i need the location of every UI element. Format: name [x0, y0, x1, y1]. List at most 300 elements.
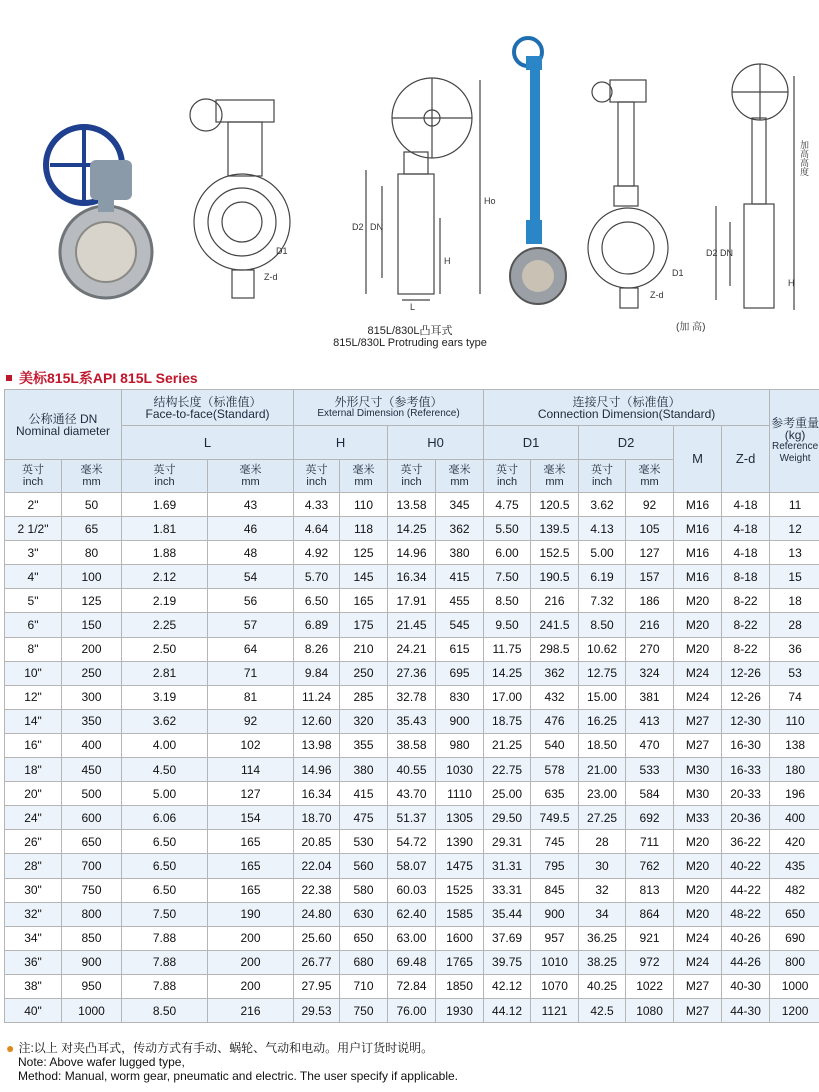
table-cell: 650 [770, 902, 819, 926]
table-cell: 2.19 [122, 589, 208, 613]
table-cell: 400 [62, 733, 122, 757]
valve-drawing-side-extended [716, 64, 794, 310]
table-cell: 4.00 [122, 733, 208, 757]
table-cell: 17.91 [388, 589, 436, 613]
table-cell: 157 [626, 565, 674, 589]
table-cell: 154 [208, 806, 294, 830]
table-cell: 8" [5, 637, 62, 661]
table-cell: 950 [62, 974, 122, 998]
table-cell: 5" [5, 589, 62, 613]
table-cell: 420 [770, 830, 819, 854]
table-cell: 74 [770, 685, 819, 709]
table-cell: 14" [5, 709, 62, 733]
table-cell: 114 [208, 758, 294, 782]
table-cell: 545 [436, 613, 484, 637]
bullet-square-icon [6, 375, 12, 381]
table-cell: 48 [208, 541, 294, 565]
table-cell: 22.75 [484, 758, 531, 782]
table-cell: 12" [5, 685, 62, 709]
table-cell: 450 [62, 758, 122, 782]
dim-label-h-ext: H [788, 278, 795, 288]
table-cell: 2.50 [122, 637, 208, 661]
note-en-line1: Note: Above wafer lugged type, [18, 1055, 185, 1069]
table-cell: 1765 [436, 950, 484, 974]
table-cell: 190.5 [531, 565, 579, 589]
table-cell: 350 [62, 709, 122, 733]
table-cell: 900 [531, 902, 579, 926]
table-cell: 16-33 [722, 758, 770, 782]
table-cell: 6.50 [122, 830, 208, 854]
unit-mm: 毫米 mm [62, 460, 122, 493]
table-cell: 210 [340, 637, 388, 661]
table-cell: 110 [770, 709, 819, 733]
table-cell: 578 [531, 758, 579, 782]
table-cell: 138 [770, 733, 819, 757]
table-cell: 400 [770, 806, 819, 830]
table-cell: 2 1/2" [5, 517, 62, 541]
table-cell: 29.50 [484, 806, 531, 830]
table-cell: 800 [770, 950, 819, 974]
table-cell: 10.62 [579, 637, 626, 661]
table-cell: 1.69 [122, 493, 208, 517]
table-cell: 14.96 [388, 541, 436, 565]
table-cell: 1475 [436, 854, 484, 878]
table-cell: 175 [340, 613, 388, 637]
table-cell: 8-22 [722, 637, 770, 661]
note-zh: 注:以上 对夹凸耳式，传动方式有手动、蜗轮、气动和电动。用户订货时说明。 [18, 1041, 434, 1055]
dim-label-h: H [444, 256, 451, 266]
table-cell: 102 [208, 733, 294, 757]
header-D2: D2 [579, 426, 674, 460]
table-cell: 345 [436, 493, 484, 517]
table-cell: 3.62 [122, 709, 208, 733]
table-cell: 23.00 [579, 782, 626, 806]
unit-mm: 毫米 mm [340, 460, 388, 493]
table-cell: 50 [62, 493, 122, 517]
table-cell: 16-30 [722, 733, 770, 757]
table-cell: 13 [770, 541, 819, 565]
table-cell: 957 [531, 926, 579, 950]
table-row [5, 661, 819, 685]
table-cell: 972 [626, 950, 674, 974]
header-H: H [294, 426, 388, 460]
table-cell: 145 [340, 565, 388, 589]
table-cell: 7.88 [122, 974, 208, 998]
note-en-line2: Method: Manual, worm gear, pneumatic and electric. The user specify if applicable. [18, 1069, 459, 1083]
table-cell: 43 [208, 493, 294, 517]
table-cell: 24.21 [388, 637, 436, 661]
table-row [5, 517, 819, 541]
table-cell: 22.04 [294, 854, 340, 878]
table-cell: M16 [674, 565, 722, 589]
table-cell: 38" [5, 974, 62, 998]
table-cell: 69.48 [388, 950, 436, 974]
table-cell: 1585 [436, 902, 484, 926]
table-cell: 92 [208, 709, 294, 733]
table-cell: 900 [62, 950, 122, 974]
table-cell: 1080 [626, 998, 674, 1022]
table-cell: 5.00 [579, 541, 626, 565]
table-cell: 21.00 [579, 758, 626, 782]
illustration-caption-zh: 815L/830L凸耳式 [367, 325, 453, 337]
header-nominal-diameter: 公称通径 DN Nominal diameter [5, 390, 122, 460]
table-cell: 150 [62, 613, 122, 637]
table-cell: 864 [626, 902, 674, 926]
table-cell: 32" [5, 902, 62, 926]
table-cell: 46 [208, 517, 294, 541]
table-cell: 15 [770, 565, 819, 589]
table-cell: 13.98 [294, 733, 340, 757]
table-cell: 380 [340, 758, 388, 782]
table-row [5, 733, 819, 757]
table-cell: 1.88 [122, 541, 208, 565]
table-cell: 745 [531, 830, 579, 854]
table-row [5, 637, 819, 661]
table-cell: 320 [340, 709, 388, 733]
table-cell: 32 [579, 878, 626, 902]
table-row [5, 613, 819, 637]
table-cell: M24 [674, 950, 722, 974]
table-row [5, 902, 819, 926]
table-cell: 800 [62, 902, 122, 926]
table-cell: 362 [436, 517, 484, 541]
table-cell: 14.96 [294, 758, 340, 782]
table-cell: 40" [5, 998, 62, 1022]
valve-photo-extended-stem [510, 38, 566, 304]
table-cell: 11.75 [484, 637, 531, 661]
table-cell: 18.50 [579, 733, 626, 757]
table-cell: 1121 [531, 998, 579, 1022]
table-cell: M27 [674, 709, 722, 733]
table-cell: M16 [674, 493, 722, 517]
table-cell: M24 [674, 685, 722, 709]
unit-inch: 英寸 inch [5, 460, 62, 493]
table-cell: 12-30 [722, 709, 770, 733]
table-cell: 2" [5, 493, 62, 517]
table-cell: 6.50 [122, 854, 208, 878]
table-cell: 650 [62, 830, 122, 854]
table-cell: 711 [626, 830, 674, 854]
table-cell: 980 [436, 733, 484, 757]
table-cell: 38.25 [579, 950, 626, 974]
table-cell: 2.25 [122, 613, 208, 637]
table-cell: 20-36 [722, 806, 770, 830]
table-row [5, 998, 819, 1022]
table-cell: 200 [208, 974, 294, 998]
table-cell: 6.50 [294, 589, 340, 613]
table-cell: 51.37 [388, 806, 436, 830]
table-cell: M20 [674, 902, 722, 926]
table-cell: 44.12 [484, 998, 531, 1022]
table-cell: 355 [340, 733, 388, 757]
table-cell: 14.25 [388, 517, 436, 541]
table-cell: 24" [5, 806, 62, 830]
table-cell: 40-30 [722, 974, 770, 998]
table-cell: 4-18 [722, 493, 770, 517]
table-cell: 26.77 [294, 950, 340, 974]
table-cell: 6.89 [294, 613, 340, 637]
table-cell: M27 [674, 733, 722, 757]
table-cell: 12.75 [579, 661, 626, 685]
table-cell: M33 [674, 806, 722, 830]
table-cell: 17.00 [484, 685, 531, 709]
table-cell: 42.12 [484, 974, 531, 998]
table-cell: 216 [208, 998, 294, 1022]
table-cell: 1600 [436, 926, 484, 950]
table-cell: 362 [531, 661, 579, 685]
table-cell: 584 [626, 782, 674, 806]
table-cell: 241.5 [531, 613, 579, 637]
table-row [5, 685, 819, 709]
table-cell: 12-26 [722, 685, 770, 709]
table-cell: 6.00 [484, 541, 531, 565]
dim-label-ho: Ho [484, 196, 496, 206]
table-cell: 27.36 [388, 661, 436, 685]
table-cell: 37.69 [484, 926, 531, 950]
table-cell: 4" [5, 565, 62, 589]
valve-drawing-side-section [366, 78, 480, 300]
table-cell: 435 [770, 854, 819, 878]
notes [6, 1041, 458, 1083]
table-cell: 6.50 [122, 878, 208, 902]
table-cell: 72.84 [388, 974, 436, 998]
table-cell: 470 [626, 733, 674, 757]
table-row [5, 926, 819, 950]
spec-table [4, 389, 819, 1023]
unit-mm: 毫米 mm [436, 460, 484, 493]
table-cell: 692 [626, 806, 674, 830]
table-cell: M27 [674, 998, 722, 1022]
table-cell: 21.25 [484, 733, 531, 757]
table-cell: 65 [62, 517, 122, 541]
unit-inch: 英寸 inch [294, 460, 340, 493]
table-cell: 533 [626, 758, 674, 782]
table-cell: 4.64 [294, 517, 340, 541]
table-cell: 750 [340, 998, 388, 1022]
table-row [5, 758, 819, 782]
table-cell: 44-30 [722, 998, 770, 1022]
table-cell: 4-18 [722, 541, 770, 565]
table-cell: M20 [674, 830, 722, 854]
table-cell: 180 [770, 758, 819, 782]
table-cell: 16" [5, 733, 62, 757]
table-cell: 26" [5, 830, 62, 854]
unit-mm: 毫米 mm [531, 460, 579, 493]
table-cell: 18.70 [294, 806, 340, 830]
table-cell: 680 [340, 950, 388, 974]
table-cell: 22.38 [294, 878, 340, 902]
dim-label-dn-ext: DN [720, 248, 733, 258]
table-cell: 30 [579, 854, 626, 878]
table-cell: 250 [340, 661, 388, 685]
table-cell: 56 [208, 589, 294, 613]
table-cell: 53 [770, 661, 819, 685]
table-cell: M20 [674, 854, 722, 878]
table-cell: 530 [340, 830, 388, 854]
table-cell: 43.70 [388, 782, 436, 806]
table-cell: 580 [340, 878, 388, 902]
table-cell: 2.81 [122, 661, 208, 685]
table-cell: 30" [5, 878, 62, 902]
table-cell: 28" [5, 854, 62, 878]
table-row [5, 541, 819, 565]
header-face-to-face: 结构长度（标准值） Face-to-face(Standard) [122, 390, 294, 426]
unit-inch: 英寸 inch [122, 460, 208, 493]
table-cell: 13.58 [388, 493, 436, 517]
dim-label-dn: DN [370, 222, 383, 232]
table-cell: 3.62 [579, 493, 626, 517]
table-cell: 34 [579, 902, 626, 926]
table-cell: 482 [770, 878, 819, 902]
table-cell: 40-26 [722, 926, 770, 950]
table-row [5, 565, 819, 589]
series-title-text: 美标815L系API 815L Series [19, 370, 198, 386]
table-cell: 845 [531, 878, 579, 902]
table-cell: 139.5 [531, 517, 579, 541]
table-cell: 285 [340, 685, 388, 709]
table-cell: 415 [340, 782, 388, 806]
table-cell: 7.50 [122, 902, 208, 926]
table-cell: 560 [340, 854, 388, 878]
table-cell: 16.25 [579, 709, 626, 733]
table-cell: 28 [579, 830, 626, 854]
table-cell: 152.5 [531, 541, 579, 565]
table-cell: 3" [5, 541, 62, 565]
table-row [5, 830, 819, 854]
table-cell: 324 [626, 661, 674, 685]
unit-mm: 毫米 mm [208, 460, 294, 493]
table-cell: 1305 [436, 806, 484, 830]
dim-label-d2: D2 [352, 222, 364, 232]
header-H0: H0 [388, 426, 484, 460]
valve-photo-gear-operated [46, 127, 152, 298]
table-cell: 14.25 [484, 661, 531, 685]
table-cell: 18 [770, 589, 819, 613]
table-cell: 8-22 [722, 613, 770, 637]
table-row [5, 493, 819, 517]
table-cell: 76.00 [388, 998, 436, 1022]
table-cell: 12-26 [722, 661, 770, 685]
dim-label-l: L [410, 302, 416, 312]
table-cell: 1930 [436, 998, 484, 1022]
table-cell: 25.60 [294, 926, 340, 950]
table-cell: M20 [674, 878, 722, 902]
dim-label-d1: D1 [276, 246, 288, 256]
valve-drawing-front-handwheel [190, 99, 290, 298]
table-cell: 1022 [626, 974, 674, 998]
table-cell: 250 [62, 661, 122, 685]
table-cell: 15.00 [579, 685, 626, 709]
table-cell: 921 [626, 926, 674, 950]
table-cell: 40-22 [722, 854, 770, 878]
table-cell: 127 [626, 541, 674, 565]
table-cell: 31.31 [484, 854, 531, 878]
table-cell: 795 [531, 854, 579, 878]
table-cell: 57 [208, 613, 294, 637]
table-cell: 381 [626, 685, 674, 709]
table-cell: 80 [62, 541, 122, 565]
table-cell: 1.81 [122, 517, 208, 541]
table-cell: 415 [436, 565, 484, 589]
table-cell: 8.50 [579, 613, 626, 637]
table-cell: 36-22 [722, 830, 770, 854]
table-cell: 27.25 [579, 806, 626, 830]
table-cell: 20" [5, 782, 62, 806]
table-cell: 127 [208, 782, 294, 806]
table-row [5, 806, 819, 830]
table-cell: 300 [62, 685, 122, 709]
table-row [5, 878, 819, 902]
table-cell: 1200 [770, 998, 819, 1022]
table-cell: 635 [531, 782, 579, 806]
table-cell: 165 [340, 589, 388, 613]
table-cell: 540 [531, 733, 579, 757]
table-cell: M20 [674, 589, 722, 613]
table-cell: M16 [674, 517, 722, 541]
table-cell: 29.31 [484, 830, 531, 854]
dim-label-d1-ext: D1 [672, 268, 684, 278]
spec-table-body [5, 493, 819, 1023]
table-cell: M24 [674, 926, 722, 950]
table-cell: 10" [5, 661, 62, 685]
table-cell: 28 [770, 613, 819, 637]
dim-label-zd: Z-d [264, 272, 278, 282]
dim-label-extension-height: 加高高度 [799, 140, 809, 176]
table-cell: 216 [531, 589, 579, 613]
table-cell: 16.34 [388, 565, 436, 589]
table-cell: 3.19 [122, 685, 208, 709]
table-cell: 34" [5, 926, 62, 950]
table-cell: 5.00 [122, 782, 208, 806]
table-cell: M30 [674, 782, 722, 806]
unit-inch: 英寸 inch [579, 460, 626, 493]
table-cell: 190 [208, 902, 294, 926]
table-row [5, 950, 819, 974]
table-cell: 25.00 [484, 782, 531, 806]
illustration-caption-en: 815L/830L Protruding ears type [333, 337, 487, 349]
table-cell: 850 [62, 926, 122, 950]
table-cell: 16.34 [294, 782, 340, 806]
table-cell: 64 [208, 637, 294, 661]
unit-mm: 毫米 mm [626, 460, 674, 493]
table-cell: 7.32 [579, 589, 626, 613]
table-cell: 54.72 [388, 830, 436, 854]
table-cell: M27 [674, 974, 722, 998]
table-cell: 500 [62, 782, 122, 806]
unit-inch: 英寸 inch [484, 460, 531, 493]
table-cell: 9.84 [294, 661, 340, 685]
table-cell: 710 [340, 974, 388, 998]
table-cell: 1000 [770, 974, 819, 998]
table-cell: 1030 [436, 758, 484, 782]
table-cell: 118 [340, 517, 388, 541]
table-row [5, 589, 819, 613]
header-Zd: Z-d [722, 426, 770, 493]
table-cell: 81 [208, 685, 294, 709]
table-cell: 413 [626, 709, 674, 733]
table-cell: 9.50 [484, 613, 531, 637]
table-cell: 7.88 [122, 950, 208, 974]
table-cell: 830 [436, 685, 484, 709]
table-cell: 20.85 [294, 830, 340, 854]
table-cell: 432 [531, 685, 579, 709]
table-cell: 270 [626, 637, 674, 661]
table-cell: 200 [62, 637, 122, 661]
table-cell: 4.92 [294, 541, 340, 565]
table-cell: 40.55 [388, 758, 436, 782]
table-cell: 475 [340, 806, 388, 830]
dim-label-zd-ext: Z-d [650, 290, 664, 300]
